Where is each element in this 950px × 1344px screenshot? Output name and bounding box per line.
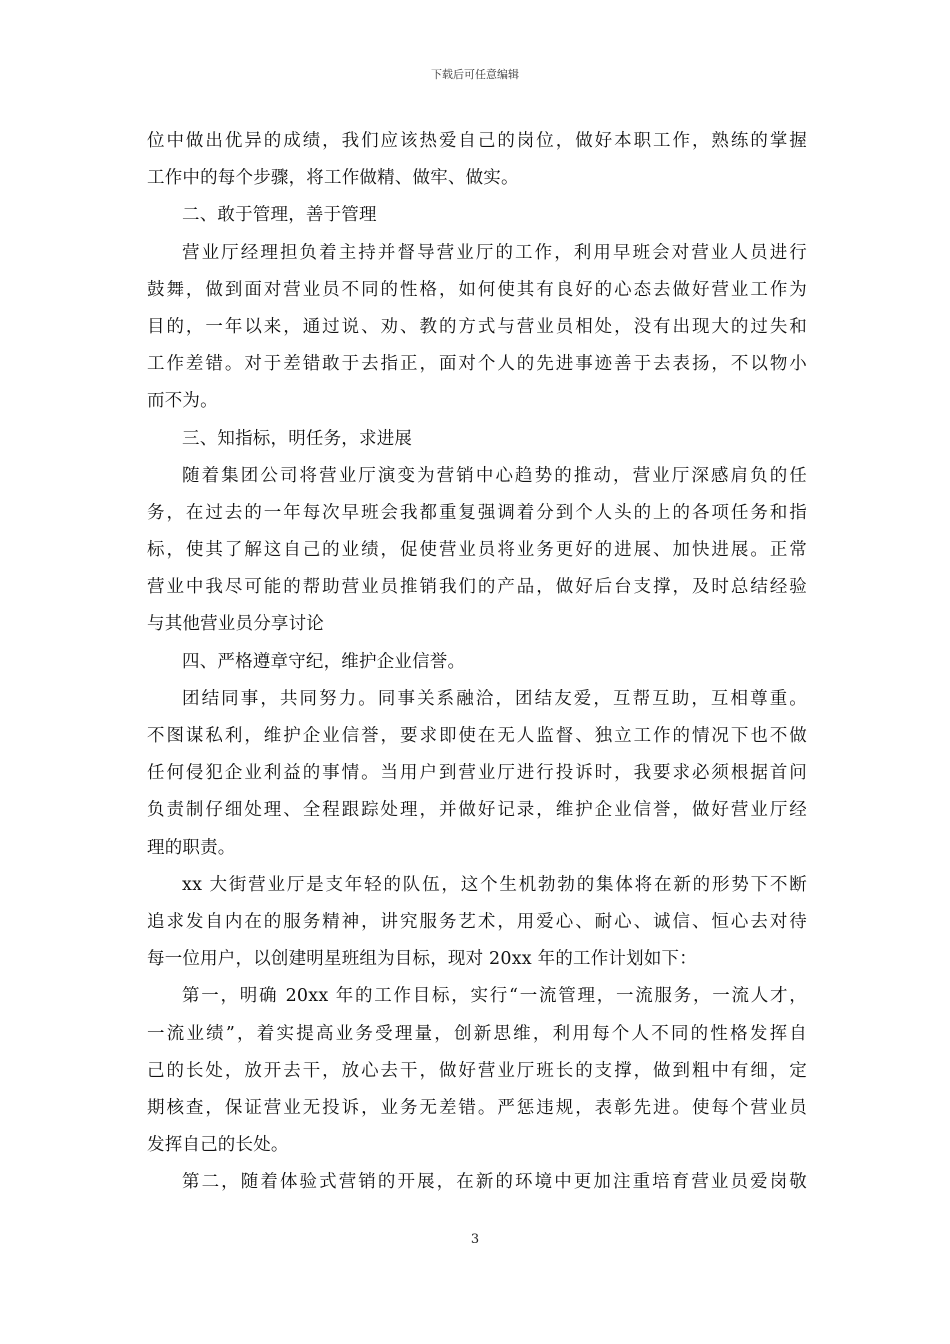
text-line: 鼓舞，做到面对营业员不同的性格，如何使其有良好的心态去做好营业工作为	[147, 279, 807, 300]
text-line: 任何侵犯企业利益的事情。当用户到营业厅进行投诉时，我要求必须根据首问	[147, 763, 807, 784]
text-line: 而不为。	[147, 391, 218, 412]
text-line: 营业中我尽可能的帮助营业员推销我们的产品，做好后台支撑，及时总结经验	[147, 577, 807, 598]
text-line: 负责制仔细处理、全程跟踪处理，并做好记录，维护企业信誉，做好营业厅经	[147, 800, 807, 821]
text-line: 工作中的每个步骤，将工作做精、做牢、做实。	[147, 168, 519, 189]
text-line: 追求发自内在的服务精神，讲究服务艺术，用爱心、耐心、诚信、恒心去对待	[147, 911, 807, 932]
text-line: 工作差错。对于差错敢于去指正，面对个人的先进事迹善于去表扬，不以物小	[147, 354, 807, 375]
text-line: 与其他营业员分享讨论	[147, 614, 324, 635]
page-header: 下载后可任意编辑	[431, 68, 519, 81]
text-line: 己的长处，放开去干，放心去干，做好营业厅班长的支撑，做到粗中有细，定	[147, 1060, 807, 1081]
text-line: 营业厅经理担负着主持并督导营业厅的工作，利用早班会对营业人员进行	[182, 242, 807, 263]
text-line: 第二，随着体验式营销的开展，在新的环境中更加注重培育营业员爱岗敬	[182, 1172, 807, 1193]
text-line: 期核查，保证营业无投诉，业务无差错。严惩违规，表彰先进。使每个营业员	[147, 1097, 807, 1118]
text-line: 一流业绩”，着实提高业务受理量，创新思维，利用每个人不同的性格发挥自	[147, 1023, 807, 1044]
text-line: 第一，明确 20xx 年的工作目标，实行“一流管理，一流服务，一流人才，	[182, 986, 807, 1007]
text-line: 四、严格遵章守纪，维护企业信誉。	[182, 651, 466, 672]
text-line: 二、敢于管理，善于管理	[182, 205, 377, 226]
page-number: 3	[470, 1232, 480, 1247]
text-line: 每一位用户，以创建明星班组为目标，现对 20xx 年的工作计划如下：	[147, 949, 697, 970]
text-line: xx 大街营业厅是支年轻的队伍，这个生机勃勃的集体将在新的形势下不断	[182, 874, 807, 895]
text-line: 理的职责。	[147, 837, 236, 858]
text-line: 标，使其了解这自己的业绩，促使营业员将业务更好的进展、加快进展。正常	[147, 540, 807, 561]
document-body	[147, 123, 807, 1201]
text-line: 发挥自己的长处。	[147, 1135, 289, 1156]
text-line: 位中做出优异的成绩，我们应该热爱自己的岗位，做好本职工作，熟练的掌握	[147, 131, 807, 151]
text-line: 三、知指标，明任务，求进展	[182, 428, 413, 449]
text-line: 务，在过去的一年每次早班会我都重复强调着分到个人头的上的各项任务和指	[147, 502, 807, 523]
text-line: 随着集团公司将营业厅演变为营销中心趋势的推动，营业厅深感肩负的任	[182, 465, 807, 486]
text-line: 不图谋私利，维护企业信誉，要求即使在无人监督、独立工作的情况下也不做	[147, 726, 807, 746]
text-line: 目的，一年以来，通过说、劝、教的方式与营业员相处，没有出现大的过失和	[147, 316, 807, 337]
text-line: 团结同事，共同努力。同事关系融洽，团结友爱，互帮互助，互相尊重。	[182, 688, 807, 709]
